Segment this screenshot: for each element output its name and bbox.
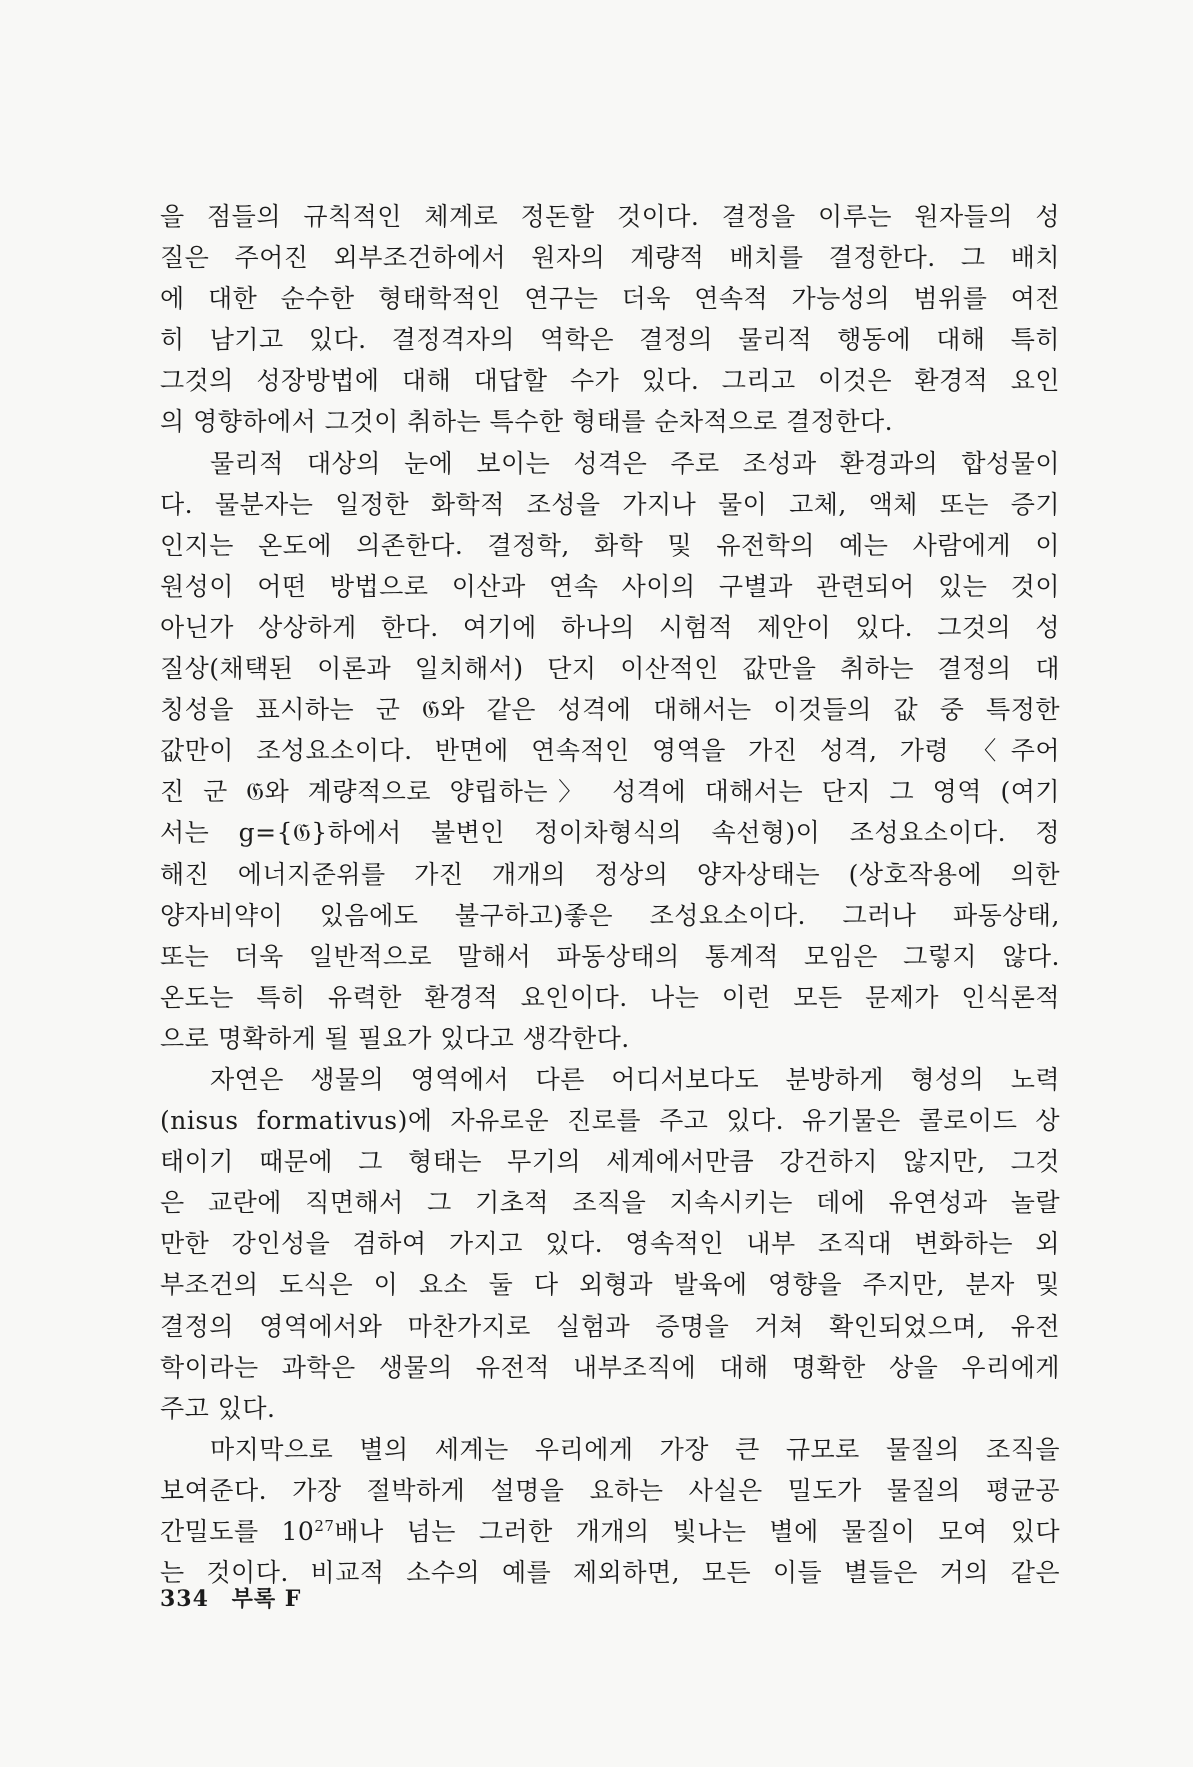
text-line: 칭성을 표시하는 군 𝔊와 같은 성격에 대해서는 이것들의 값 중 특정한 xyxy=(160,695,1060,725)
text-line: 보여준다. 가장 절박하게 설명을 요하는 사실은 밀도가 물질의 평균공 xyxy=(160,1475,1060,1505)
paragraph-nature-biology xyxy=(160,1059,1060,1429)
text-line: 또는 더욱 일반적으로 말해서 파동상태의 통계적 모임은 그렇지 않다. xyxy=(160,941,1060,971)
page-number: 334 xyxy=(160,1586,209,1612)
text-line: 해진 에너지준위를 가진 개개의 정상의 양자상태는 (상호작용에 의한 xyxy=(160,859,1060,889)
paragraph-physical-objects xyxy=(160,443,1060,1059)
text-line: (nisus formativus)에 자유로운 진로를 주고 있다. 유기물은 콜로이드 상 xyxy=(160,1106,1060,1136)
text-line: 인지는 온도에 의존한다. 결정학, 화학 및 유전학의 예는 사람에게 이 xyxy=(160,530,1060,560)
text-line: 히 남기고 있다. 결정격자의 역학은 결정의 물리적 행동에 대해 특히 xyxy=(160,325,1060,355)
text-line: 은 교란에 직면해서 그 기초적 조직을 지속시키는 데에 유연성과 놀랄 xyxy=(160,1188,1060,1218)
text-line: 주고 있다. xyxy=(160,1393,276,1423)
text-line: 원성이 어떤 방법으로 이산과 연속 사이의 구별과 관련되어 있는 것이 xyxy=(160,571,1060,601)
page-footer xyxy=(160,1582,301,1613)
paragraph-stars xyxy=(160,1429,1060,1593)
text-line: 으로 명확하게 될 필요가 있다고 생각한다. xyxy=(160,1023,630,1053)
text-line: 는 것이다. 비교적 소수의 예를 제외하면, 모든 이들 별들은 거의 같은 xyxy=(160,1558,1060,1588)
text-line: 만한 강인성을 겸하여 가지고 있다. 영속적인 내부 조직대 변화하는 외 xyxy=(160,1229,1060,1259)
exponent: 27 xyxy=(314,1517,335,1535)
text-segment: 간밀도를 10 xyxy=(160,1517,315,1546)
text-line-with-exponent xyxy=(160,1511,1060,1552)
text-line: 물리적 대상의 눈에 보이는 성격은 주로 조성과 환경과의 합성물이 xyxy=(210,448,1060,478)
text-line: 값만이 조성요소이다. 반면에 연속적인 영역을 가진 성격, 가령 〈주어 xyxy=(160,736,1060,766)
text-line: 그것의 성장방법에 대해 대답할 수가 있다. 그리고 이것은 환경적 요인 xyxy=(160,366,1060,396)
text-line: 자연은 생물의 영역에서 다른 어디서보다도 분방하게 형성의 노력 xyxy=(210,1064,1060,1094)
body-text xyxy=(160,196,1060,1593)
text-line: 양자비약이 있음에도 불구하고)좋은 조성요소이다. 그러나 파동상태, xyxy=(160,900,1060,930)
text-line: 부조건의 도식은 이 요소 둘 다 외형과 발육에 영향을 주지만, 분자 및 xyxy=(160,1270,1060,1300)
text-line: 을 점들의 규칙적인 체계로 정돈할 것이다. 결정을 이루는 원자들의 성 xyxy=(160,202,1060,231)
text-line: 에 대한 순수한 형태학적인 연구는 더욱 연속적 가능성의 범위를 여전 xyxy=(160,284,1060,314)
text-line: 진 군 𝔊와 계량적으로 양립하는〉 성격에 대해서는 단지 그 영역 (여기 xyxy=(160,777,1060,807)
text-line: 결정의 영역에서와 마찬가지로 실험과 증명을 거쳐 확인되었으며, 유전 xyxy=(160,1311,1060,1341)
section-title: 부록 F xyxy=(231,1586,302,1612)
text-line: 질은 주어진 외부조건하에서 원자의 계량적 배치를 결정한다. 그 배치 xyxy=(160,243,1060,273)
text-line: 서는 g={𝔊}하에서 불변인 정이차형식의 속선형)이 조성요소이다. 정 xyxy=(160,818,1060,848)
text-line: 아닌가 상상하게 한다. 여기에 하나의 시험적 제안이 있다. 그것의 성 xyxy=(160,612,1060,642)
text-line: 온도는 특히 유력한 환경적 요인이다. 나는 이런 모든 문제가 인식론적 xyxy=(160,982,1060,1012)
paragraph-crystal-continuation xyxy=(160,196,1060,443)
text-line: 태이기 때문에 그 형태는 무기의 세계에서만큼 강건하지 않지만, 그것 xyxy=(160,1147,1060,1177)
text-line: 다. 물분자는 일정한 화학적 조성을 가지나 물이 고체, 액체 또는 증기 xyxy=(160,489,1060,519)
text-line: 마지막으로 별의 세계는 우리에게 가장 큰 규모로 물질의 조직을 xyxy=(210,1434,1060,1464)
text-line: 학이라는 과학은 생물의 유전적 내부조직에 대해 명확한 상을 우리에게 xyxy=(160,1352,1060,1382)
text-segment: 배나 넘는 그러한 개개의 빛나는 별에 물질이 모여 있다 xyxy=(334,1517,1060,1546)
text-line: 의 영향하에서 그것이 취하는 특수한 형태를 순차적으로 결정한다. xyxy=(160,407,894,437)
text-line: 질상(채택된 이론과 일치해서) 단지 이산적인 값만을 취하는 결정의 대 xyxy=(160,654,1060,684)
